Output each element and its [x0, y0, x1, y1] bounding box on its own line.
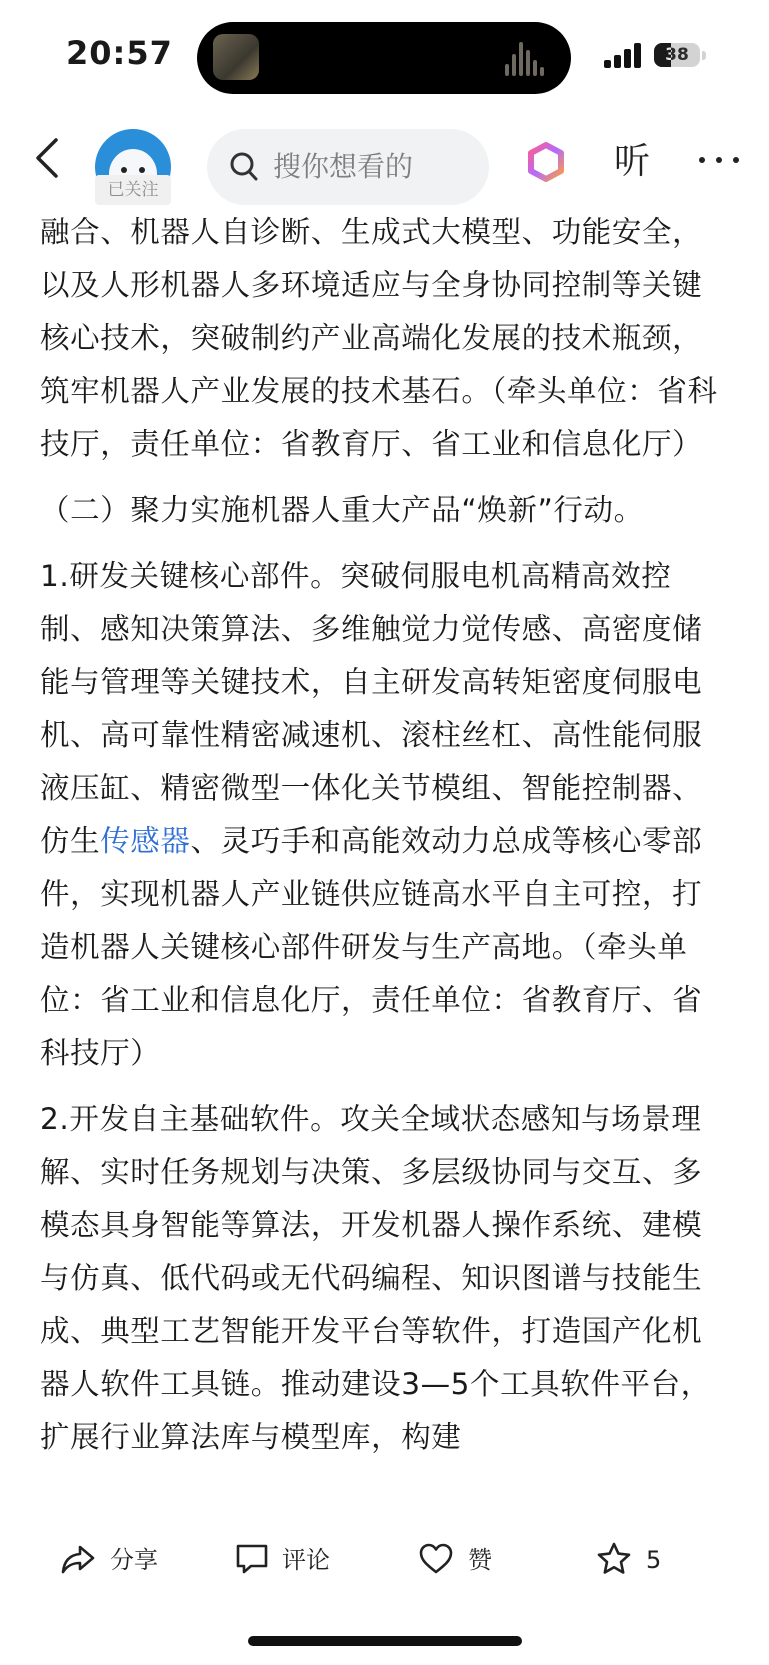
chevron-left-icon — [32, 136, 62, 180]
paragraph-text: 、灵巧手和高能效动力总成等核心零部件，实现机器人产业链供应链高水平自主可控，打造机器人关键核心部件研发与生产高地。（牵头单位：省工业和信息化厅，责任单位：省教育厅、省科技厅） — [40, 824, 703, 1070]
share-button[interactable] — [60, 1535, 170, 1585]
search-input[interactable] — [207, 129, 489, 205]
bottom-action-bar — [0, 1525, 769, 1595]
home-indicator[interactable] — [248, 1636, 522, 1646]
battery-cap — [702, 51, 706, 60]
share-icon — [60, 1541, 96, 1577]
article-paragraph: 融合、机器人自诊断、生成式大模型、功能安全，以及人形机器人多环境适应与全身协同控制等关键核心技术，突破制约产业高端化发展的技术瓶颈，筑牢机器人产业发展的技术基石。（牵头单位：省科技厅，责任单位：省教育厅、省工业和信息化厅） — [40, 215, 718, 461]
section-heading: （二）聚力实施机器人重大产品“焕新”行动。 — [40, 493, 644, 527]
comment-label: 评论 — [282, 1546, 330, 1574]
music-album-thumbnail[interactable] — [213, 34, 259, 80]
favorite-button[interactable] — [596, 1535, 666, 1585]
keyword-link[interactable]: 传感器 — [100, 824, 191, 858]
battery-percentage: 38 — [665, 45, 689, 65]
cellular-signal-icon — [604, 42, 642, 68]
paragraph-text: 1.研发关键核心部件。突破伺服电机高精高效控制、感知决策算法、多维触觉力觉传感、高密度储能与管理等关键技术，自主研发高转矩密度伺服电机、高可靠性精密减速机、滚柱丝杠、高性能伺服液压缸、精密微型一体化关节模组、智能控制器、仿生 — [40, 559, 703, 858]
comment-icon — [234, 1541, 270, 1577]
clock: 20:57 — [66, 34, 173, 72]
comment-button[interactable] — [234, 1535, 344, 1585]
search-placeholder: 搜你想看的 — [273, 150, 414, 183]
like-button[interactable] — [418, 1535, 508, 1585]
top-navigation-bar — [0, 112, 769, 204]
article-paragraph: 2.开发自主基础软件。攻关全域状态感知与场景理解、实时任务规划与决策、多层级协同与交互、多模态具身智能等算法，开发机器人操作系统、建模与仿真、低代码或无代码编程、知识图谱与技能生成、典型工艺智能开发平台等软件，打造国产化机器人软件工具链。推动建设3—5个工具软件平台，扩展行业算法库与模型库，构建 — [40, 1102, 711, 1454]
back-button[interactable] — [32, 136, 62, 180]
ai-assistant-icon — [526, 142, 566, 182]
article-body — [40, 206, 730, 1516]
ai-assistant-button[interactable] — [526, 142, 566, 182]
favorite-count: 5 — [646, 1546, 662, 1574]
dynamic-island[interactable] — [197, 22, 571, 94]
article-paragraph — [40, 550, 730, 1080]
more-button[interactable] — [697, 145, 741, 175]
battery-icon — [654, 43, 700, 67]
listen-button[interactable]: 听 — [614, 141, 651, 182]
follow-status-badge[interactable]: 已关注 — [95, 175, 171, 205]
star-icon — [596, 1541, 632, 1577]
search-icon — [229, 151, 259, 183]
status-bar — [0, 0, 769, 110]
heart-icon — [418, 1541, 454, 1577]
share-label: 分享 — [110, 1546, 158, 1574]
like-label: 赞 — [468, 1546, 492, 1574]
audio-wave-icon — [505, 40, 549, 76]
